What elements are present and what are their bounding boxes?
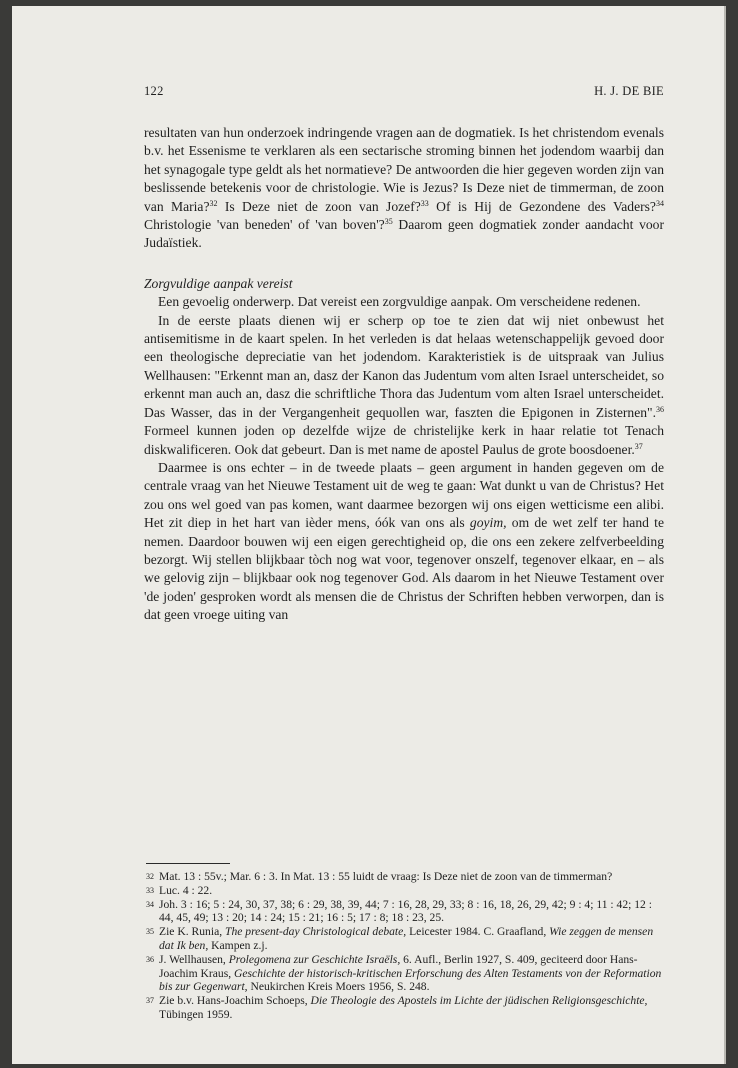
footnote-ref-32[interactable]: 32 [209, 198, 218, 208]
footnote-33 [146, 884, 664, 898]
paragraph-1: resultaten van hun onderzoek indringende vragen aan de dogmatiek. Is het christendom evenals b.v. het Essenisme te verklaren als een sectarische stroming binnen het jodendom waarbij dan het synagogale type geldt als het normatieve? De antwoorden die hier gegeven worden zijn van beslissende betekenis voor de christologie. Wie is Jezus? Is Deze niet de timmerman, de zoon van Maria?$^{32}$ Is Deze niet de zoon van Jozef?$^{33}$ Of is Hij de Gezondene des Vaders?$^{34}$ Christologie 'van beneden' of 'van boven'?$^{35}$ Daarom geen dogmatiek zonder aandacht voor Judaïstiek. [144, 125, 665, 251]
paragraph-4: Daarmee is ons echter – in de tweede plaats – geen argument in handen gegeven om de centrale vraag van het Nieuwe Testament uit de weg te gaan: Wat dunkt u van de Christus? Het zou ons wel goed van pas komen, want daarmee bezorgen wij ons eigen wetticisme een alibi. Het zit diep in het hart van ièder mens, óók van ons als goyim, om de wet zelf ter hand te nemen. Daardoor bouwen wij een eigen gerechtigheid op, die ons een zekere zelfverbeelding bezorgt. Wij stellen blijkbaar tòch nog wat voor, tegenover onszelf, tegenover elkaar, en – als we gelovig zijn – blijkbaar ook nog tegenover God. Als daarom in het Nieuwe Testament over 'de joden' gesproken wordt als mensen die de Christus der Schriften hebben verworpen, dan is dat geen vroege uiting van [144, 459, 664, 623]
footnote-number: 35 [146, 927, 154, 937]
footnotes [146, 870, 664, 1022]
section-heading: Zorgvuldige aanpak vereist [144, 275, 293, 291]
footnote-number: 36 [146, 954, 154, 964]
footnote-number: 34 [146, 899, 154, 909]
footnote-text: Joh. 3 : 16; 5 : 24, 30, 37, 38; 6 : 29, 38, 39, 44; 7 : 16, 28, 29, 33; 8 : 16, 18, 26, 29, 42; 9 : 4; 11 : 42; 12 : 44, 45, 49; 13 : 20; 14 : 24; 15 : 21; 16 : 5; 17 : 8; 18 : 23, 25. [159, 897, 652, 925]
running-head-author: H. J. DE BIE [594, 84, 664, 98]
footnote-text: Luc. 4 : 22. [159, 883, 213, 897]
footnote-number: 37 [146, 996, 154, 1006]
paragraph-3: In de eerste plaats dienen wij er scherp op toe te zien dat wij niet onbewust het antisemitisme in de kaart spelen. In het verleden is dat helaas wetenschappelijk gevoed door een theologische depreciatie van het jodendom. Karakteristiek is de uitspraak van Julius Wellhausen: "Erkennt man an, dasz der Kanon das Judentum vom alten Israel unterscheidet, so erkennt man auch an, dasz die schriftliche Thora das Judentum vom alten Israel unterscheidet. Das Wasser, das in der Vergangenheit gequollen war, faszten die Epigonen in Zisternen".$^{36}$ Formeel kunnen joden op dezelfde wijze de christelijke kerk in haar relatie tot Tenach diskwalificeren. Ook dat gebeurt. Dan is met name de apostel Paulus de grote boosdoener.$^{37}$ [144, 312, 664, 457]
footnote-number: 33 [146, 885, 154, 895]
body-text [144, 124, 664, 625]
footnote-number: 32 [146, 872, 154, 881]
footnote-34 [146, 898, 664, 926]
footnote-ref-36[interactable]: 36 [656, 404, 664, 414]
footnote-ref-35[interactable]: 35 [384, 217, 393, 227]
page-number: 122 [144, 84, 164, 98]
footnote-text: Zie b.v. Hans-Joachim Schoeps, Die Theologie des Apostels im Lichte der jüdischen Religionsgeschichte, Tübingen 1959. [159, 994, 648, 1021]
footnote-36 [146, 953, 664, 994]
footnote-divider [146, 863, 230, 864]
footnote-text: Mat. 13 : 55v.; Mar. 6 : 3. In Mat. 13 : 55 luidt de vraag: Is Deze niet de zoon van de timmerman? [159, 870, 613, 883]
footnote-ref-33[interactable]: 33 [420, 198, 429, 208]
footnote-35 [146, 925, 664, 953]
book-page [12, 6, 726, 1064]
footnote-ref-34[interactable]: 34 [655, 198, 664, 208]
footnote-ref-37[interactable]: 37 [634, 441, 643, 451]
footnote-37 [146, 994, 664, 1022]
paragraph-2: Een gevoelig onderwerp. Dat vereist een zorgvuldige aanpak. Om verscheidene redenen. [158, 294, 641, 310]
footnote-text: J. Wellhausen, Prolegomena zur Geschichte Israëls, 6. Aufl., Berlin 1927, S. 409, geciteerd door Hans-Joachim Kraus, Geschichte der historisch-kritischen Erforschung des Alten Testaments von der Reformation bis zur Gegenwart, Neukirchen Kreis Moers 1956, S. 248. [159, 952, 662, 994]
footnote-text: Zie K. Runia, The present-day Christological debate, Leicester 1984. C. Graafland, Wie zeggen de mensen dat Ik ben, Kampen z.j. [159, 925, 654, 952]
footnote-32 [146, 870, 664, 884]
